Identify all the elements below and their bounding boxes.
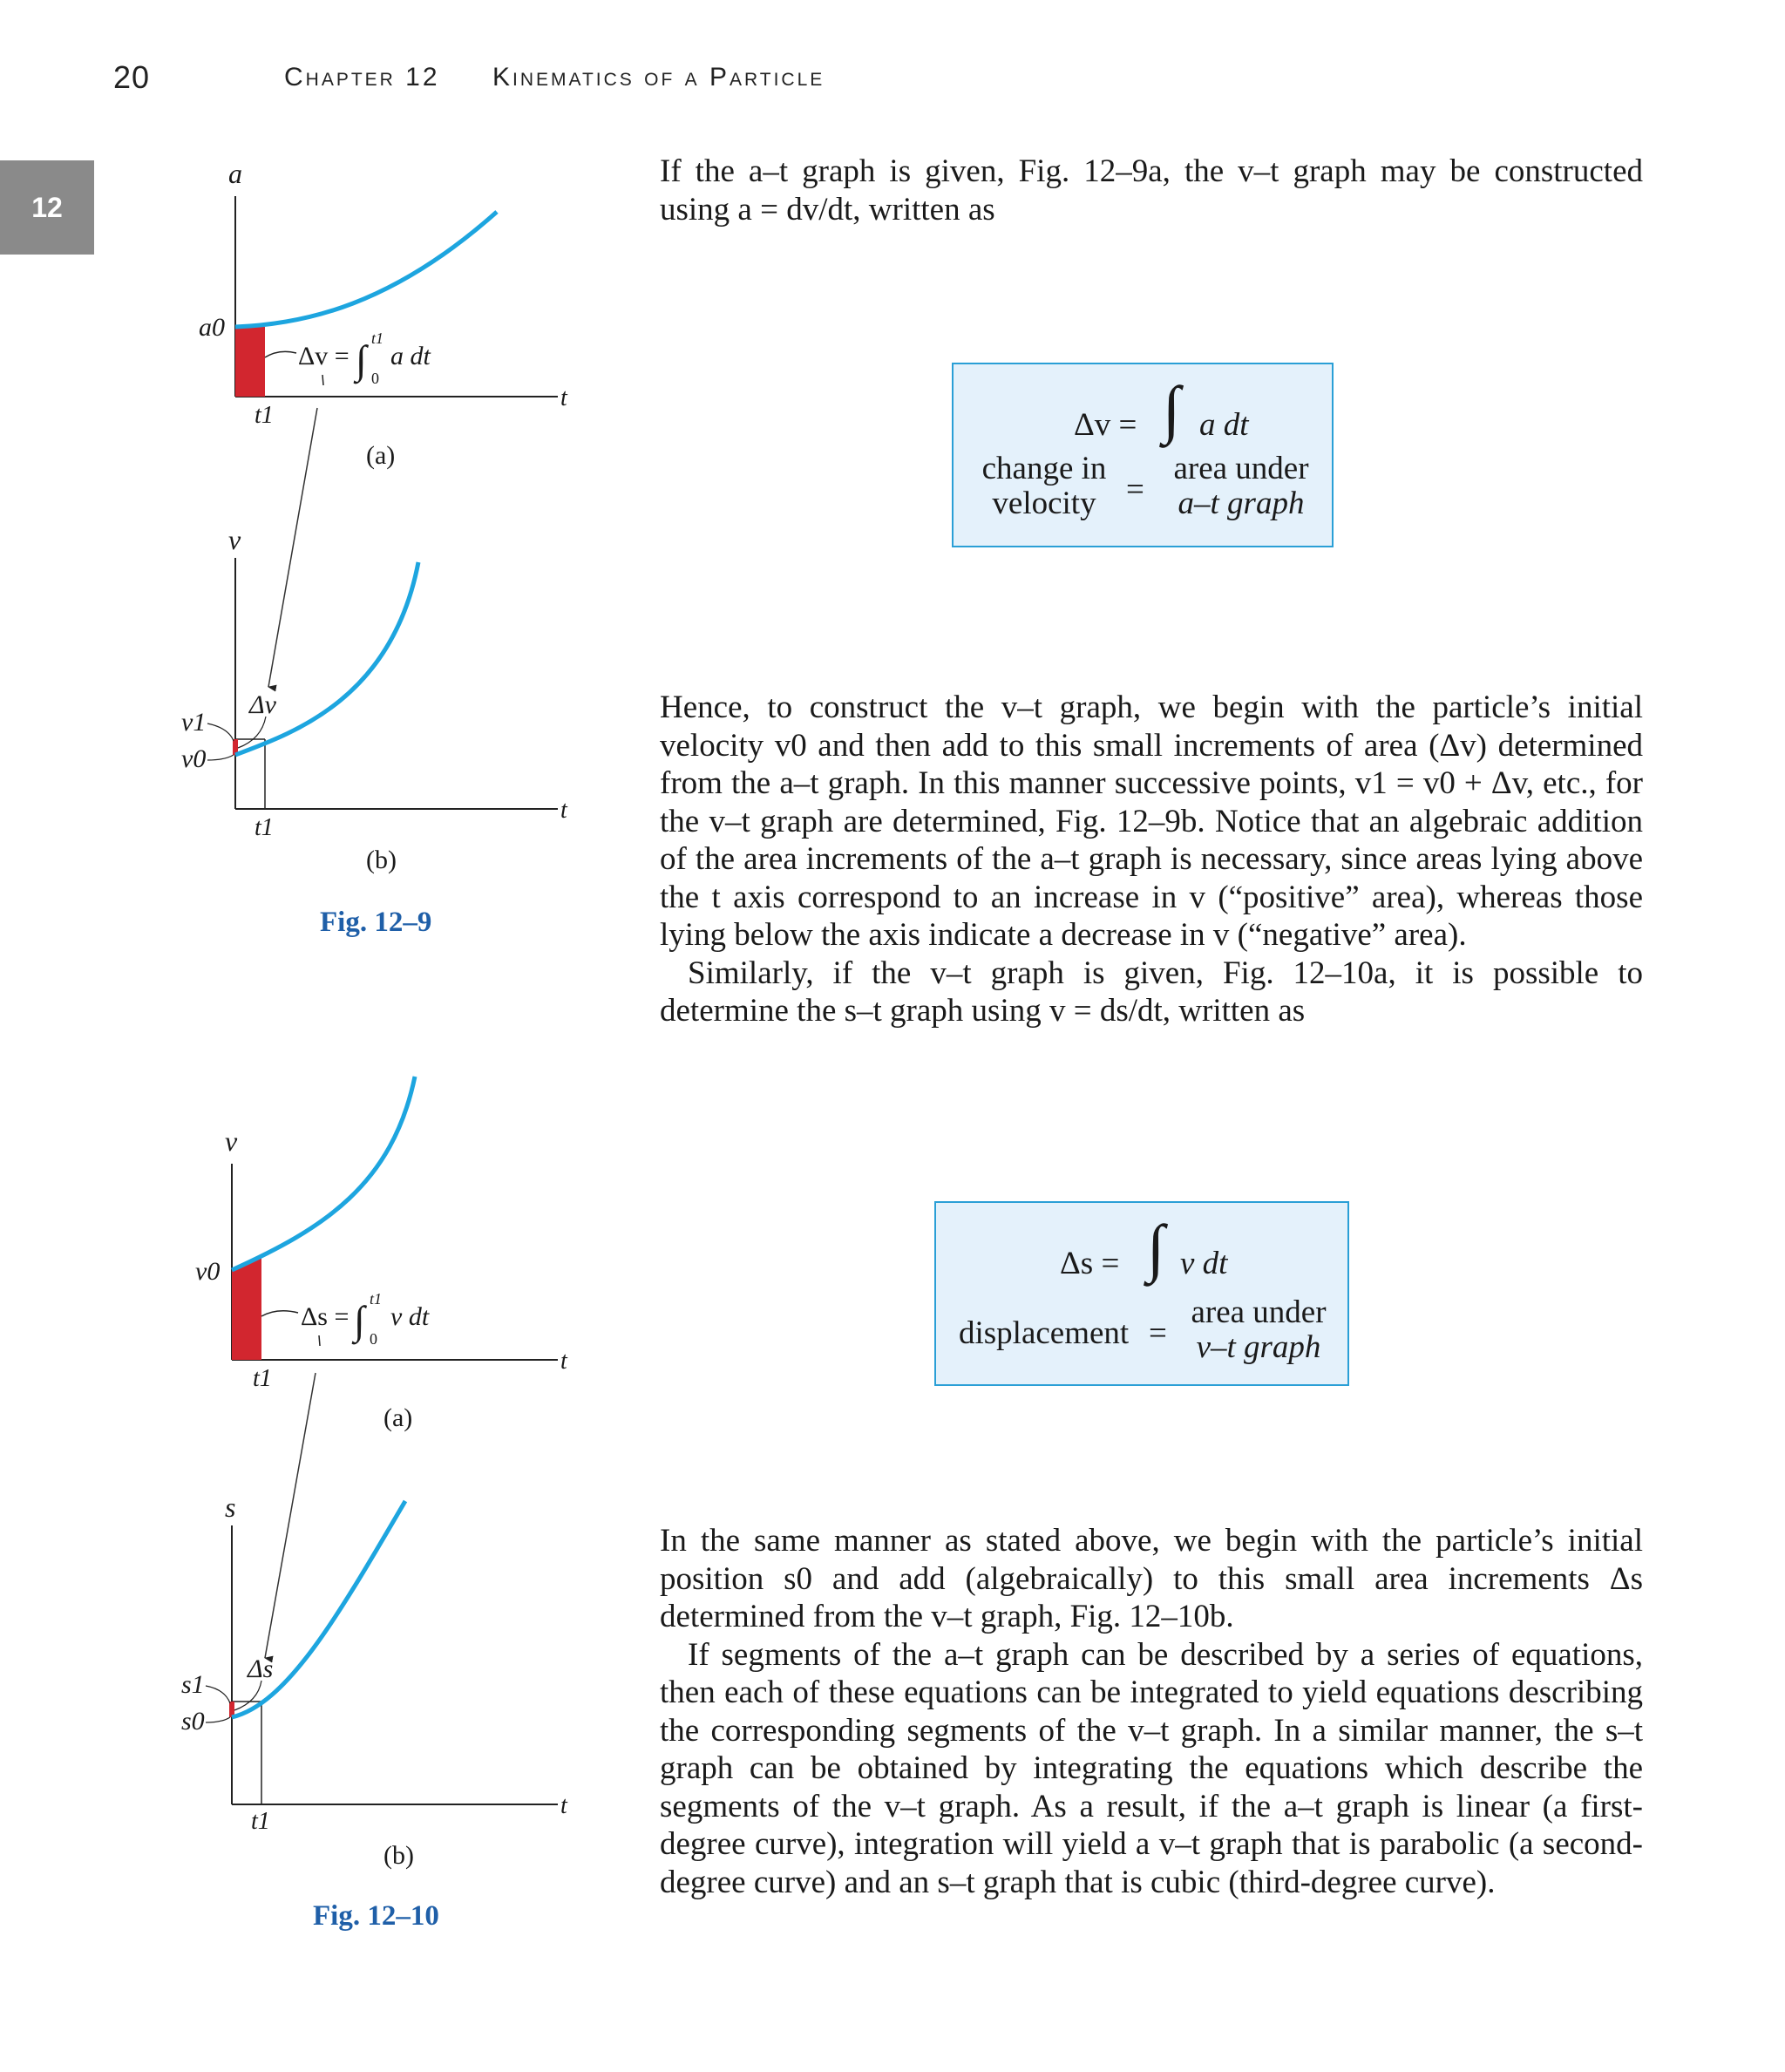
- fig10a-area-strip: [232, 1255, 261, 1360]
- fig9b-graph: [181, 524, 568, 874]
- paragraph-3-text: Similarly, if the v–t graph is given, Fig. 12–10a, it is possible to determine the s–t graph using v = ds/dt, written as: [660, 954, 1643, 1029]
- fig9b-delta-label: Δv: [249, 690, 276, 719]
- box1-integrand: a dt: [1199, 407, 1249, 443]
- fig9a-upper-limit: t1: [371, 329, 384, 347]
- box1-left-line2: velocity: [992, 486, 1096, 521]
- paragraph-4-text: In the same manner as stated above, we begin with the particle’s initial position s0 and add (algebraically) to this small area increments Δs determined from the v–t graph, Fig. 12–10b.: [660, 1523, 1643, 1634]
- equation-box-velocity: [952, 363, 1334, 547]
- fig10a-v0-label: v0: [195, 1257, 221, 1286]
- paragraph-5-text: If segments of the a–t graph can be described by a series of equations, then each of these equations can be integrated to yield equations describing the corresponding segments of the v–t graph. In a similar manner, the s–t graph can be obtained by integrating the equations which describe the segments of the v–t graph. As a result, if the a–t graph is linear (a first-degree curve), integration will yield a v–t graph that is parabolic (a second-degree curve) and an s–t graph that is cubic (third-degree curve).: [660, 1636, 1643, 1900]
- chapter-side-tab: 12: [0, 160, 94, 255]
- box2-equals: =: [1149, 1315, 1167, 1351]
- fig9b-t1-label: t1: [255, 814, 274, 841]
- fig9a-area-label: Δv =: [298, 342, 350, 370]
- fig10a-lower-limit: 0: [370, 1330, 377, 1348]
- fig9a-panel-label: (a): [366, 441, 396, 470]
- box2-right-line2: v–t graph: [1196, 1329, 1321, 1365]
- fig9a-integrand: a dt: [390, 342, 431, 370]
- box2-right-line1: area under: [1191, 1294, 1327, 1330]
- fig9a-y-label: a: [228, 158, 242, 189]
- fig9a-x-label: t: [560, 384, 567, 411]
- fig10-caption: Fig. 12–10: [313, 1900, 439, 1932]
- chapter-title: Kinematics of a Particle: [492, 63, 825, 92]
- fig9b-v0-label: v0: [181, 744, 207, 773]
- fig10b-t1-label: t1: [251, 1808, 270, 1835]
- box2-right-label: [1171, 1295, 1346, 1365]
- fig9a-curve: [235, 212, 497, 327]
- fig9a-a0-label: a0: [199, 313, 225, 342]
- paragraph-1: [660, 153, 1643, 228]
- box1-lhs: Δv =: [1074, 407, 1137, 443]
- fig9b-v1-label: v1: [181, 708, 207, 737]
- fig10b-curve: [232, 1501, 405, 1717]
- fig9a-graph: [199, 158, 568, 470]
- fig9a-area-strip: [235, 327, 265, 397]
- page-number: 20: [113, 59, 151, 95]
- fig9a-t1-label: t1: [255, 402, 274, 429]
- fig9a-integral-sign: ∫: [356, 337, 367, 382]
- fig10a-x-label: t: [560, 1348, 567, 1375]
- fig9-transfer-arrow: [268, 408, 317, 687]
- box2-lhs: Δs =: [1060, 1246, 1120, 1281]
- fig10a-y-label: v: [225, 1125, 238, 1157]
- figures-svg: [0, 0, 645, 2072]
- box2-integral-sign: ∫: [1147, 1213, 1165, 1284]
- fig10a-graph: [195, 1077, 568, 1432]
- fig9a-leader: [265, 351, 296, 357]
- fig9b-y-label: v: [228, 524, 241, 555]
- fig9a-lower-limit: 0: [371, 370, 379, 387]
- fig10a-integral-sign: ∫: [354, 1298, 365, 1342]
- fig10a-integrand: v dt: [390, 1302, 430, 1331]
- box1-right-label: [1163, 452, 1320, 521]
- box2-integrand: v dt: [1180, 1246, 1228, 1281]
- fig10b-panel-label: (b): [383, 1841, 414, 1870]
- chapter-label: Chapter 12: [284, 63, 440, 92]
- box2-left-label: displacement: [959, 1315, 1130, 1351]
- box1-left-line1: change in: [981, 451, 1107, 486]
- fig10-transfer-arrow: [265, 1373, 316, 1658]
- fig9b-x-label: t: [560, 797, 567, 824]
- box1-right-line1: area under: [1173, 451, 1309, 486]
- fig10a-t1-label: t1: [253, 1365, 272, 1392]
- equation-box-displacement: [934, 1201, 1349, 1386]
- fig10b-s0-label: s0: [181, 1707, 205, 1736]
- fig10a-panel-label: (a): [383, 1403, 413, 1432]
- fig10b-x-label: t: [560, 1792, 567, 1819]
- fig10a-upper-limit: t1: [370, 1290, 383, 1308]
- paragraph-4-5: [660, 1522, 1643, 1901]
- box1-right-line2: a–t graph: [1178, 486, 1305, 521]
- paragraph-2-text: Hence, to construct the v–t graph, we begin with the particle’s initial velocity v0 and then add to this small increments of area (Δv) determined from the a–t graph. In this manner successive points, v1 = v0 + Δv, etc., for the v–t graph are determined, Fig. 12–9b. Notice that an algebraic addition of the area increments of the a–t graph is necessary, since areas lying above the t axis correspond to an increase in v (“positive” area), whereas those lying below the axis indicate a decrease in v (“negative” area).: [660, 690, 1643, 953]
- paragraph-2-3: [660, 689, 1643, 1030]
- fig10b-y-label: s: [225, 1491, 236, 1523]
- fig10b-delta-label: Δs: [248, 1654, 274, 1683]
- paragraph-1-text: If the a–t graph is given, Fig. 12–9a, the v–t graph may be constructed using a = dv/dt, written as: [660, 153, 1643, 228]
- box1-equals: =: [1126, 472, 1144, 507]
- fig9b-panel-label: (b): [366, 846, 397, 874]
- fig10b-graph: [181, 1491, 568, 1870]
- box1-left-label: [974, 452, 1114, 521]
- fig10a-area-label: Δs =: [301, 1302, 350, 1331]
- fig9-caption: Fig. 12–9: [320, 907, 432, 938]
- box1-integral-sign: ∫: [1163, 374, 1181, 445]
- fig10a-curve: [232, 1077, 415, 1270]
- fig10b-s1-label: s1: [181, 1670, 205, 1699]
